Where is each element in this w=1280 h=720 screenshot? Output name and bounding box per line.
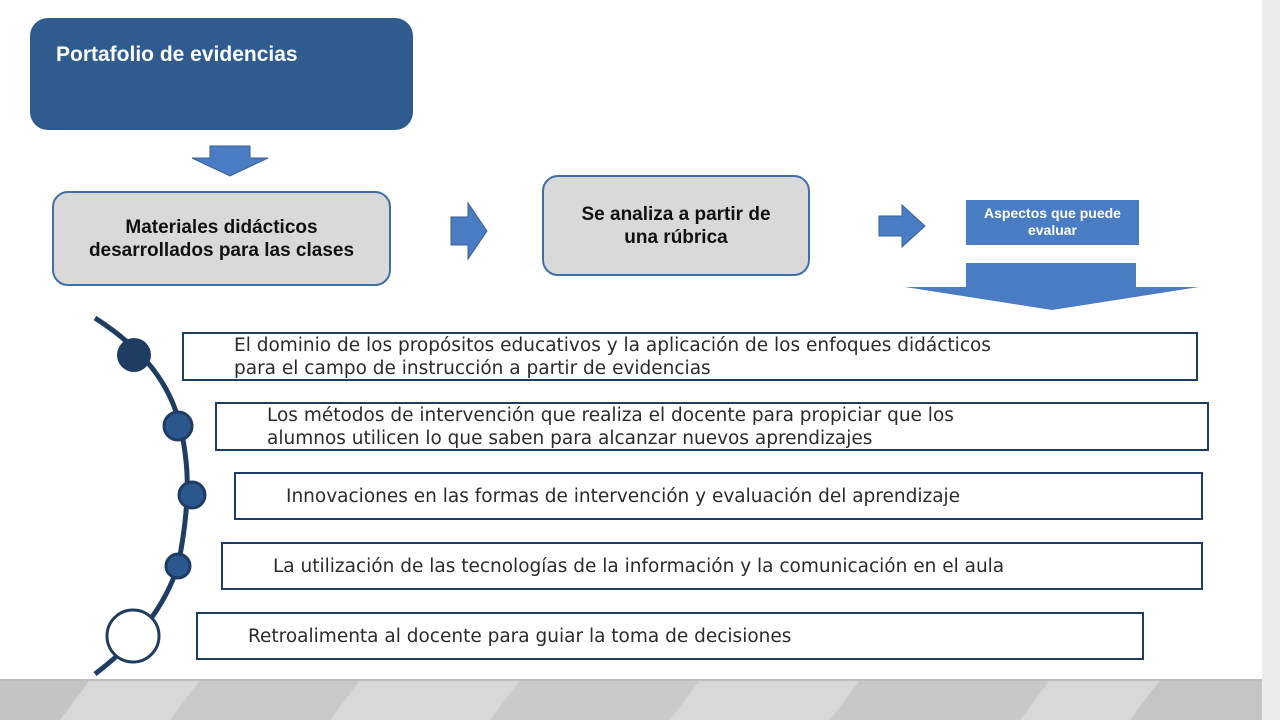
- aspectos-label-box: [966, 200, 1139, 245]
- arrow-right-icon: [451, 203, 487, 259]
- arrow-down-icon: [192, 146, 268, 176]
- footer-shade: [830, 680, 1050, 720]
- rubrica-label: Se analiza a partir de una rúbrica: [581, 203, 771, 248]
- arrow-down-large-icon: [905, 263, 1199, 310]
- footer-shade: [170, 680, 360, 720]
- timeline-node: [117, 338, 151, 372]
- footer-shade: [490, 680, 700, 720]
- timeline-node-empty: [107, 610, 159, 662]
- aspectos-label: Aspectos que puede evaluar: [984, 205, 1121, 238]
- timeline-node: [164, 412, 192, 440]
- aspect-box: [182, 332, 1198, 381]
- page-title: Portafolio de evidencias: [56, 43, 298, 66]
- title-box: [30, 18, 413, 130]
- aspect-text-line: Retroalimenta al docente para guiar la toma de decisiones: [248, 626, 792, 647]
- aspect-box: [221, 542, 1203, 590]
- timeline-node: [179, 482, 205, 508]
- aspect-box: [234, 472, 1203, 520]
- aspect-text-line: La utilización de las tecnologías de la información y la comunicación en el aula: [273, 556, 1005, 577]
- aspect-text-line: Innovaciones en las formas de intervención y evaluación del aprendizaje: [286, 486, 961, 507]
- aspect-text-line: El dominio de los propósitos educativos y la aplicación de los enfoques didácticos: [234, 335, 991, 356]
- aspect-box: [196, 612, 1144, 660]
- materiales-label: Materiales didácticos desarrollados para las clases: [88, 216, 355, 261]
- aspect-text-line: alumnos utilicen lo que saben para alcanzar nuevos aprendizajes: [267, 428, 873, 449]
- arrow-right-icon: [879, 205, 925, 247]
- aspect-text-line: para el campo de instrucción a partir de evidencias: [234, 358, 711, 379]
- rubrica-box: [542, 175, 810, 276]
- materiales-box: [52, 191, 391, 286]
- aspect-box: [215, 402, 1209, 451]
- timeline-node: [166, 554, 190, 578]
- aspect-text-line: Los métodos de intervención que realiza el docente para propiciar que los: [267, 405, 954, 426]
